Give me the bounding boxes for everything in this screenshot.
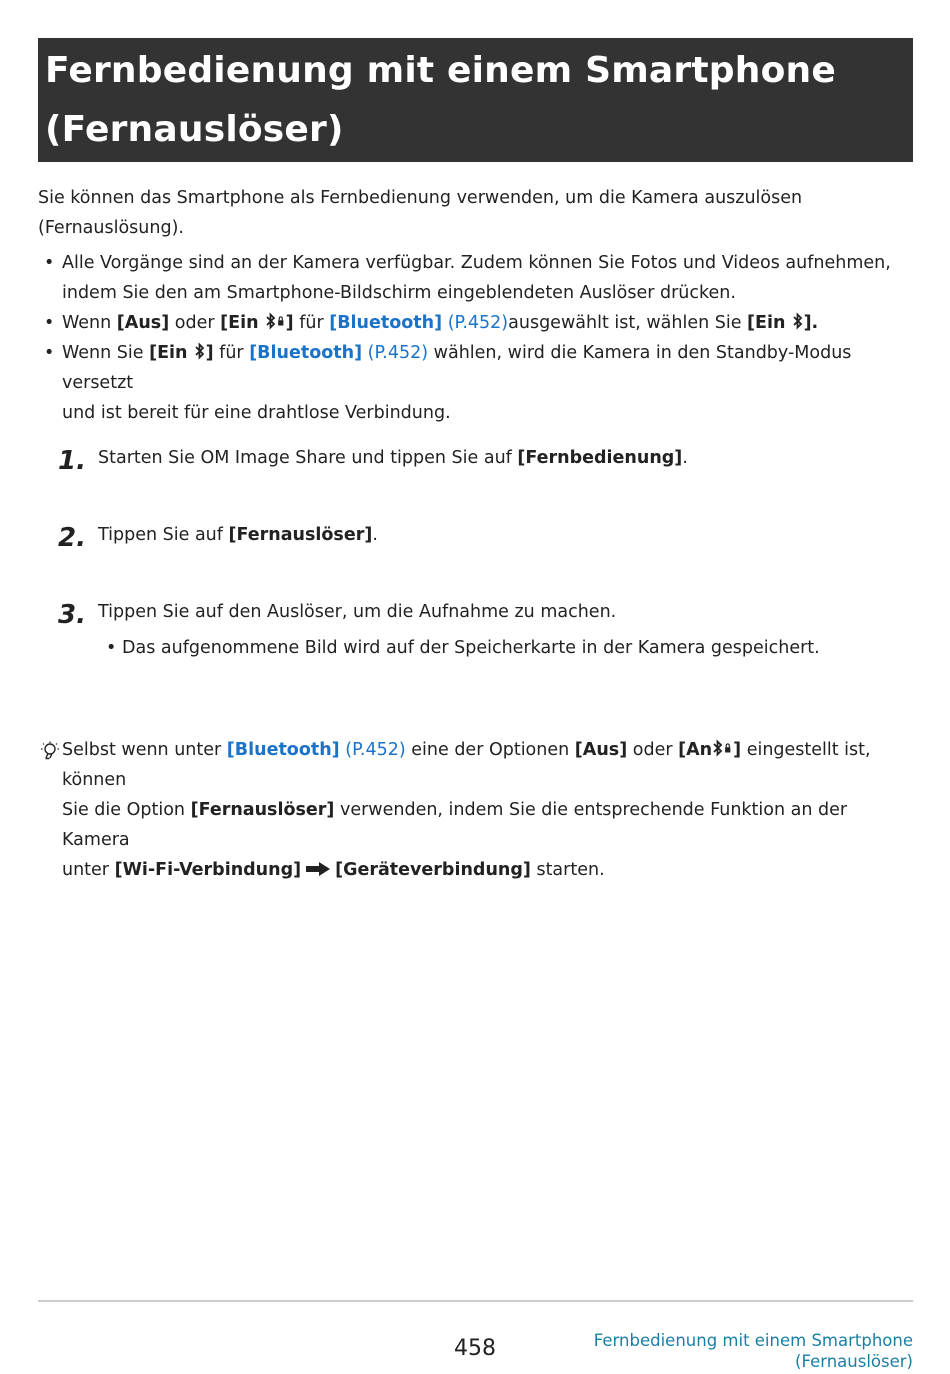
bracket: ]. xyxy=(803,313,819,333)
bullet-text: oder xyxy=(169,313,221,333)
step-text-end: . xyxy=(372,525,378,545)
page-ref-link[interactable]: (P.452) xyxy=(442,313,509,333)
bullet-text: Wenn xyxy=(62,313,117,333)
step-3-sub-bullet xyxy=(102,633,913,663)
page-title xyxy=(45,41,913,159)
step-number: 1. xyxy=(58,446,86,476)
menu-wifi-verbindung: [Wi-Fi-Verbindung] xyxy=(114,860,302,880)
title-line-1: Fernbedienung mit einem Smartphone xyxy=(45,50,836,91)
intro-line-2: (Fernauslösung). xyxy=(38,218,184,238)
bullet-dot: • xyxy=(44,313,55,333)
footer-title-line-2: (Fernauslöser) xyxy=(795,1352,913,1371)
page-ref-link[interactable]: (P.452) xyxy=(362,343,429,363)
bluetooth-link[interactable]: [Bluetooth] xyxy=(329,313,443,333)
bullet-text: und ist bereit für eine drahtlose Verbindung. xyxy=(62,403,451,423)
option-aus: [Aus] xyxy=(574,740,628,760)
step-number: 2. xyxy=(58,523,86,553)
note-text: unter xyxy=(62,860,115,880)
step-text-part: Tippen Sie auf den Auslöser, um die Aufnahme zu machen. xyxy=(98,602,617,622)
bullet-text: für xyxy=(293,313,330,333)
note-text: Selbst wenn unter xyxy=(62,740,227,760)
bracket: ] xyxy=(205,343,214,363)
option-fernausloeser: [Fernauslöser] xyxy=(190,800,335,820)
note-text: oder xyxy=(627,740,679,760)
note-text: eine der Optionen xyxy=(405,740,575,760)
footer-chapter-link[interactable] xyxy=(594,1330,913,1372)
bullet-text: wählen, wird die Kamera in den Standby-Modus versetzt xyxy=(62,343,852,393)
step-text xyxy=(98,443,913,473)
bluetooth-icon xyxy=(792,312,804,330)
bluetooth-link[interactable]: [Bluetooth] xyxy=(226,740,340,760)
menu-geraeteverbindung: [Geräteverbindung] xyxy=(335,860,531,880)
step-text xyxy=(98,597,913,627)
page-number: 458 xyxy=(454,1336,496,1361)
footer-divider xyxy=(38,1300,913,1302)
lightbulb-hint-icon xyxy=(38,740,60,762)
arrow-right-icon xyxy=(305,861,331,877)
intro-paragraph xyxy=(38,183,913,243)
footer-title-line-1: Fernbedienung mit einem Smartphone xyxy=(593,1331,913,1350)
step-text-end: . xyxy=(682,448,688,468)
step-text-part: Starten Sie OM Image Share und tippen Sie auf xyxy=(98,448,518,468)
title-line-2: (Fernauslöser) xyxy=(45,109,344,150)
option-ein: [Ein xyxy=(220,313,265,333)
bluetooth-lock-icon xyxy=(277,312,286,330)
sub-bullet-text: Das aufgenommene Bild wird auf der Speicherkarte in der Kamera gespeichert. xyxy=(122,638,820,658)
bullet-text: ausgewählt ist, wählen Sie xyxy=(508,313,748,333)
bullet-item xyxy=(38,248,913,308)
bullet-text: für xyxy=(213,343,250,363)
note-text: verwenden, indem Sie die entsprechende Funktion an der Kamera xyxy=(62,800,848,850)
step-bold: [Fernauslöser] xyxy=(228,525,373,545)
step-number: 3. xyxy=(58,600,86,630)
step-bold: [Fernbedienung] xyxy=(517,448,683,468)
bracket: ] xyxy=(733,740,742,760)
option-ein: [Ein xyxy=(149,343,194,363)
bullet-dot: • xyxy=(44,253,55,273)
bullet-list xyxy=(38,248,913,428)
note-text: starten. xyxy=(530,860,605,880)
bullet-item xyxy=(38,338,913,428)
bullet-item xyxy=(38,308,913,338)
hint-note xyxy=(38,735,913,885)
bullet-dot: • xyxy=(106,638,117,658)
bluetooth-icon xyxy=(712,739,724,757)
step-text xyxy=(98,520,913,550)
title-bar xyxy=(38,38,913,162)
option-aus: [Aus] xyxy=(116,313,170,333)
page-ref-link[interactable]: (P.452) xyxy=(339,740,406,760)
intro-line-1: Sie können das Smartphone als Fernbedienung verwenden, um die Kamera auszulösen xyxy=(38,188,803,208)
bluetooth-link[interactable]: [Bluetooth] xyxy=(249,343,363,363)
note-text: eingestellt ist, können xyxy=(62,740,871,790)
bluetooth-lock-icon xyxy=(724,739,733,757)
option-ein: [Ein xyxy=(747,313,792,333)
bracket: ] xyxy=(285,313,294,333)
bluetooth-icon xyxy=(194,342,206,360)
bullet-text: Alle Vorgänge sind an der Kamera verfügbar. Zudem können Sie Fotos und Videos aufnehmen, xyxy=(62,253,891,273)
bullet-dot: • xyxy=(44,343,55,363)
bullet-text: Wenn Sie xyxy=(62,343,150,363)
note-text: Sie die Option xyxy=(62,800,191,820)
bluetooth-icon xyxy=(265,312,277,330)
option-an: [An xyxy=(678,740,713,760)
step-text-part: Tippen Sie auf xyxy=(98,525,229,545)
bullet-text: indem Sie den am Smartphone-Bildschirm eingeblendeten Auslöser drücken. xyxy=(62,283,736,303)
